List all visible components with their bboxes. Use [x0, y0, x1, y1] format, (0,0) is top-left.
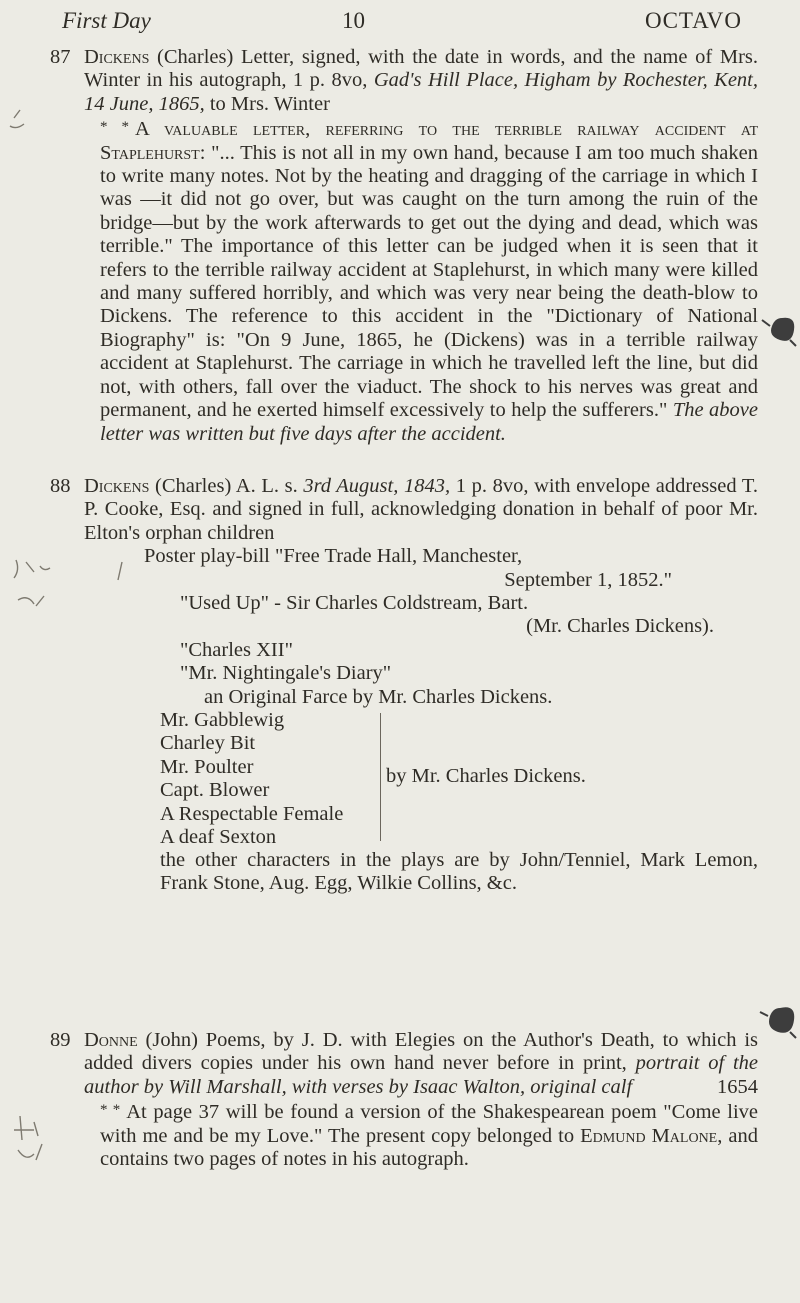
poster-line-2: September 1, 1852." [504, 568, 672, 591]
cast-member: Mr. Gabblewig [160, 709, 285, 732]
cast-attribution: by Mr. Charles Dickens. [386, 765, 586, 788]
nightingale-line: "Mr. Nightingale's Diary" [180, 662, 392, 685]
heading-text: (John) Poems, by J. D. with Elegies on the Author's Death, to which is added divers copies under his own hand never before in print, [84, 1029, 758, 1075]
author-name: Dickens [84, 46, 150, 68]
year-text: 1654 [717, 1075, 758, 1098]
recipient-text: to Mrs. Winter [204, 92, 330, 115]
used-up-by-line: (Mr. Charles Dickens). [526, 615, 714, 638]
header-day: First Day [62, 8, 151, 33]
date-text: 3rd August, 1843, [303, 475, 451, 497]
note-asterisks: * * [100, 1102, 121, 1119]
note-caps: Edmund Malone, [580, 1124, 723, 1147]
note-italic: The above letter was written but five days after the accident. [100, 399, 758, 445]
used-up-line: "Used Up" - Sir Charles Coldstream, Bart. [180, 592, 529, 615]
note-asterisks: * * [100, 119, 129, 136]
ink-blot-icon [762, 318, 796, 346]
lot-number: 87 [50, 46, 71, 68]
cast-member: A Respectable Female [160, 802, 344, 825]
cast-member: Mr. Poulter [160, 755, 254, 778]
other-characters: the other characters in the plays are by John/Tenniel, Mark Lemon, Frank Stone, Aug. Egg, Wilkie Collins, &c. [160, 849, 758, 895]
heading-text-2: 1 p. 8vo, with envelope addressed T. P. Cooke, Esq. and signed in full, acknowledging donation in behalf of poor Mr. Elton's orphan children [84, 475, 758, 544]
pencil-marks [10, 110, 122, 1160]
charles-xii-line: "Charles XII" [180, 638, 293, 661]
place-text: Gad's Hill Place, Higham by Rochester, Kent, 14 June, 1865, [84, 69, 759, 115]
note-caps: A valuable letter, referring to the terrible railway accident at Staplehurst: [100, 118, 759, 164]
note-tail: and contains two pages of notes in his autograph. [100, 1124, 758, 1171]
author-name: Dickens [84, 475, 150, 497]
ink-blot-icon [760, 1007, 796, 1038]
note-text: "... This is not all in my own hand, because I am too much shaken to write many notes. Not by the heating and dragging of the carriage in which I was —it did not go over, but was caught on the turn among the ruin of the bridge—but by the work afterwards to get out the dying and dead, which was terrible." The importance of this letter can be judged when it is seen that it refers to the terrible railway accident at Staplehurst, in which many were killed and many suffered horribly, and which was very near being the death-blow to Dickens. The reference to this accident in the "Dictionary of National Biography" is: "On 9 June, 1865, he (Dickens) was in a terrible railway accident at Staplehurst. The carriage in which he travelled left the line, but did not, with others, fall over the viaduct. The shock to his nerves was great and permanent, and he exerted himself excessively to help the sufferers." [100, 141, 758, 422]
page-number: 10 [342, 8, 365, 33]
heading-text: (Charles) A. L. s. [149, 475, 304, 497]
poster-line-1: Poster play-bill "Free Trade Hall, Manchester, [144, 545, 523, 568]
cast-member: Capt. Blower [160, 779, 270, 802]
note-text: At page 37 will be found a version of the Shakespearean poem "Come live with me and be my Love." The present copy belonged to [100, 1101, 758, 1147]
header-format: OCTAVO [644, 8, 742, 33]
portrait-text: portrait of the author by Will Marshall, with verses by Isaac Walton, original calf [84, 1052, 758, 1098]
heading-text: (Charles) Letter, signed, with the date in words, and the name of Mrs. Winter in his autograph, 1 p. 8vo, [84, 46, 758, 92]
cast-member: Charley Bit [160, 732, 256, 755]
cast-member: A deaf Sexton [160, 826, 277, 849]
lot-number: 88 [50, 475, 71, 497]
farce-line: an Original Farce by Mr. Charles Dickens. [204, 685, 553, 708]
author-name: Donne [84, 1029, 138, 1051]
lot-number: 89 [50, 1029, 71, 1051]
